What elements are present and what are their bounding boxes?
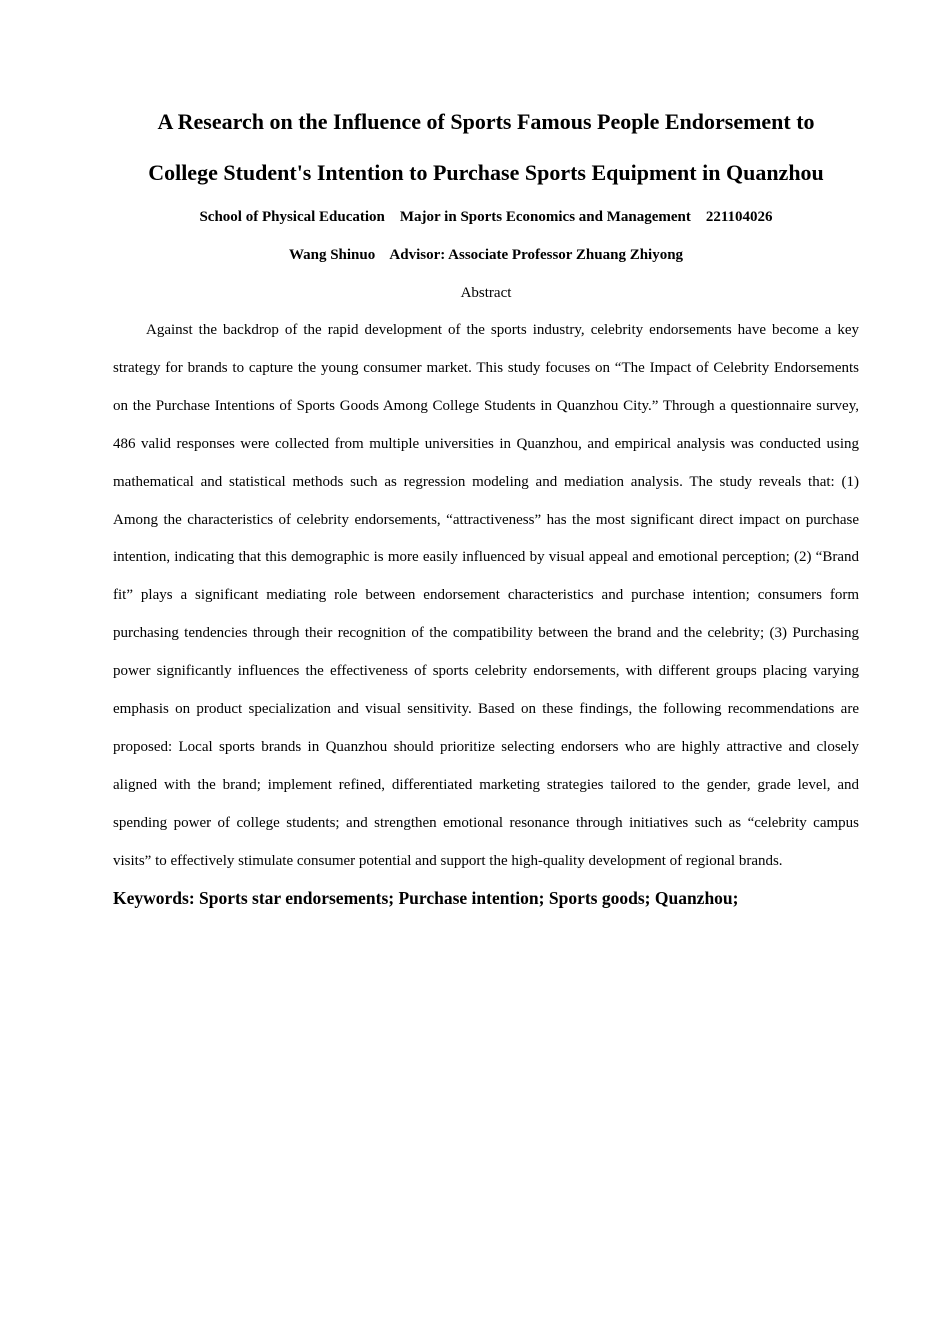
paper-title-line-2: College Student's Intention to Purchase Sports Equipment in Quanzhou (148, 160, 824, 185)
affiliation-line: School of Physical Education Major in Sports Economics and Management 221104026 (199, 209, 773, 225)
paper-title-line-1: A Research on the Influence of Sports Famous People Endorsement to (157, 109, 815, 134)
author-line: Wang Shinuo Advisor: Associate Professor Zhuang Zhiyong (288, 247, 684, 263)
keywords-line: Keywords: Sports star endorsements; Purchase intention; Sports goods; Quanzhou; (113, 887, 739, 908)
paper-title (113, 96, 859, 198)
abstract-heading: Abstract (460, 285, 512, 301)
abstract-body: Against the backdrop of the rapid development of the sports industry, celebrity endorsements have become a key strategy for brands to capture the young consumer market. This study focuses on “The Impact of Celebrity Endorsements on the Purchase Intentions of Sports Goods Among College Students in Quanzhou City.” Through a questionnaire survey, 486 valid responses were collected from multiple universities in Quanzhou, and empirical analysis was conducted using mathematical and statistical methods such as regression modeling and mediation analysis. The study reveals that: (1) Among the characteristics of celebrity endorsements, “attractiveness” has the most significant direct impact on purchase intention, indicating that this demographic is more easily influenced by visual appeal and emotional perception; (2) “Brand fit” plays a significant mediating role between endorsement characteristics and purchase intention; consumers form purchasing tendencies through their recognition of the compatibility between the brand and the celebrity; (3) Purchasing power significantly influences the effectiveness of sports celebrity endorsements, with different groups placing varying emphasis on product specialization and visual sensitivity. Based on these findings, the following recommendations are proposed: Local sports brands in Quanzhou should prioritize selecting endorsers who are highly attractive and closely aligned with the brand; implement refined, differentiated marketing strategies tailored to the gender, grade level, and spending power of college students; and strengthen emotional resonance through initiatives such as “celebrity campus visits” to effectively stimulate consumer potential and support the high-quality development of regional brands. (113, 322, 859, 869)
document-page (113, 96, 859, 913)
